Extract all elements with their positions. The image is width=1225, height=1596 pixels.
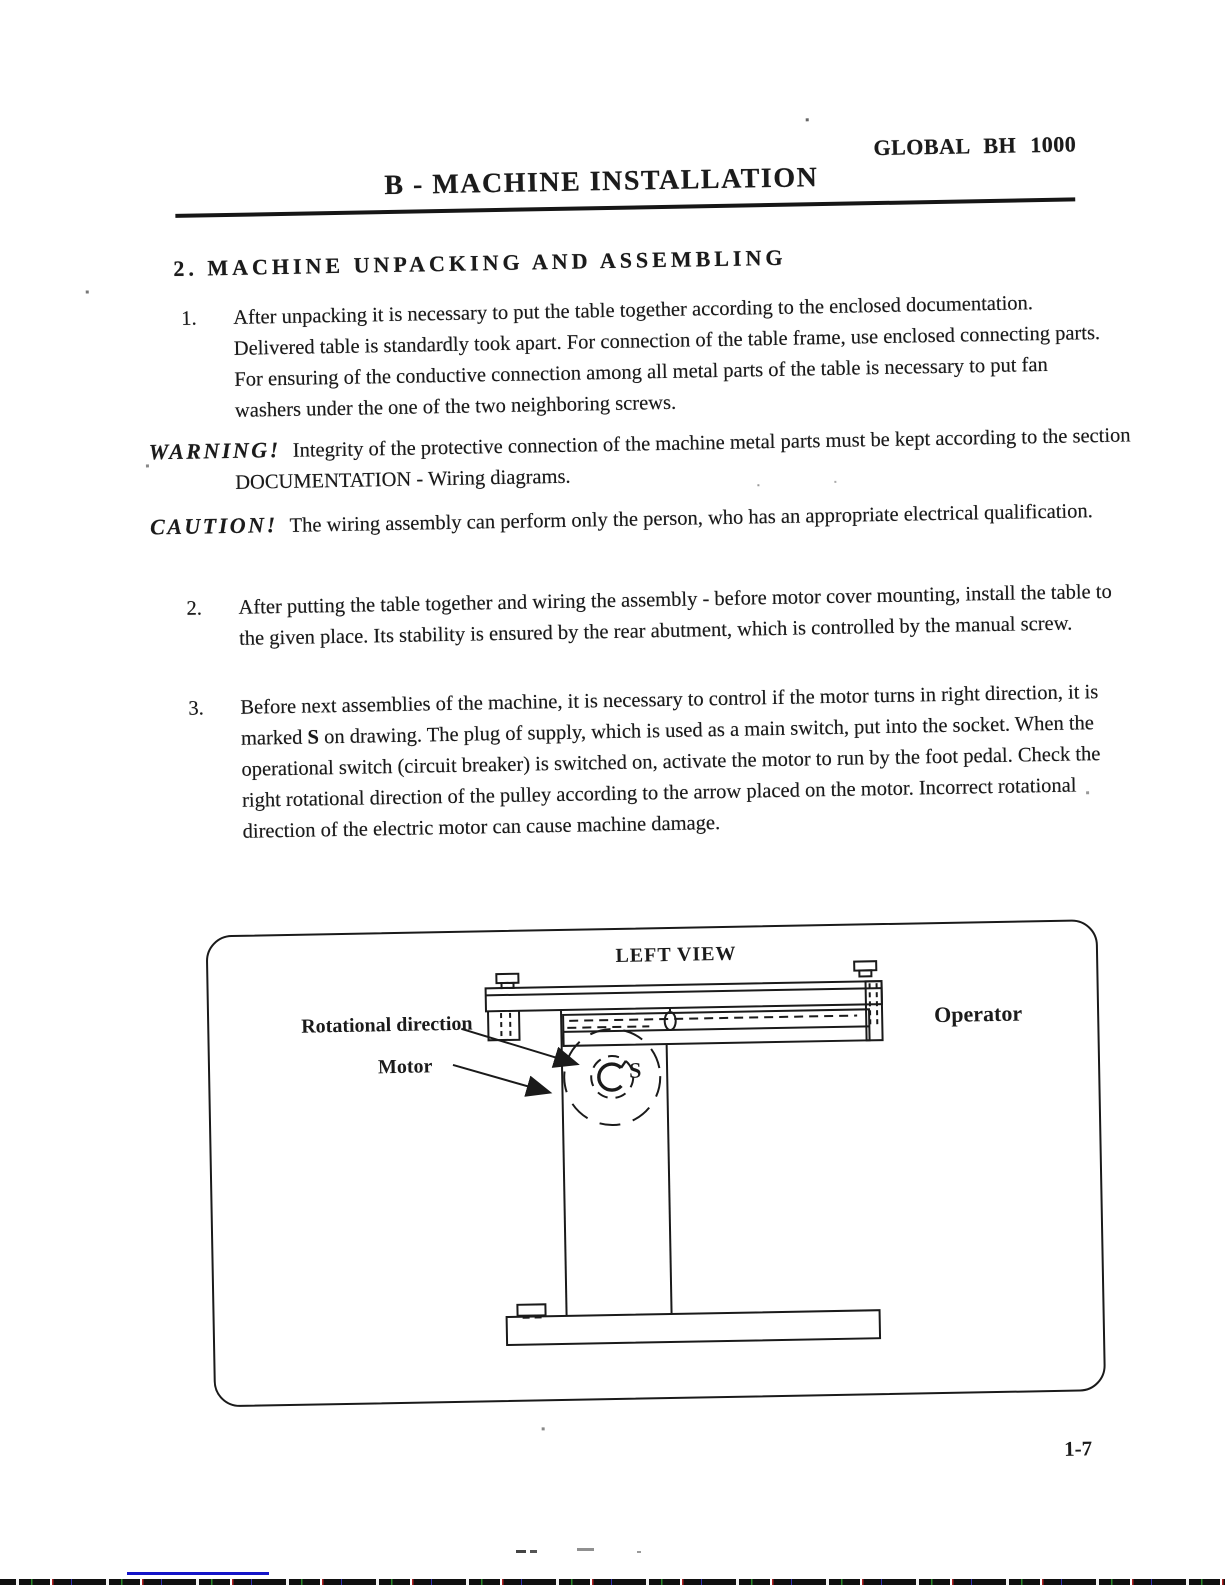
caution-note	[150, 493, 1154, 544]
scan-mark	[577, 1548, 594, 1551]
scan-speck	[146, 464, 149, 467]
paragraph-text-segment: on drawing. The plug of supply, which is used as a main switch, put into the socket. When the operational switch (circuit breaker) is switched on, activate the motor to run by the foot pedal. Check the right rotational direction of the pulley according to the arrow placed on the motor. Incorrect rotational direction of the electric motor can cause machine damage.	[241, 712, 1100, 843]
paragraph-1	[181, 287, 1119, 428]
s-mark-inline: S	[307, 726, 319, 748]
left-bolt-shape	[496, 974, 518, 983]
caution-label: CAUTION!	[150, 512, 278, 539]
scan-mark	[516, 1550, 526, 1553]
footer-blue-line	[127, 1572, 269, 1575]
section-heading: 2. MACHINE UNPACKING AND ASSEMBLING	[173, 245, 787, 282]
label-operator: Operator	[934, 1001, 1022, 1029]
scan-speck	[542, 1427, 545, 1430]
motor-s-mark: S	[629, 1058, 642, 1084]
shaft-symbol	[665, 1012, 676, 1030]
motor-circle	[563, 1028, 661, 1126]
leader-arrow-motor	[453, 1063, 549, 1094]
scan-edge-artifact	[0, 1579, 1225, 1585]
page-number: 1-7	[1064, 1436, 1092, 1462]
label-rotational-direction: Rotational direction	[301, 1013, 473, 1039]
paragraph-text	[240, 681, 1100, 843]
scan-speck	[806, 118, 809, 121]
table-top-shape	[486, 981, 882, 1011]
base-plate-shape	[507, 1310, 880, 1345]
paragraph-text: After putting the table together and wiring the assembly - before motor cover mounting, install the table to the given place. Its stability is ensured by the rear abutment, which is controlled by the manual screw.	[238, 581, 1112, 650]
machine-drawing	[208, 921, 1104, 1405]
figure-box	[206, 919, 1106, 1407]
scan-speck	[86, 291, 89, 294]
scan-speck	[757, 484, 759, 486]
list-number: 2.	[186, 593, 202, 624]
paragraph-text-segment: Before next assemblies of the machine, it is necessary to control if the motor turns in right direction, it is marked	[240, 681, 1098, 750]
rotation-arc	[599, 1064, 622, 1090]
brand-text: GLOBAL BH 1000	[873, 131, 1076, 161]
scan-speck	[834, 481, 836, 483]
scan-mark	[530, 1550, 537, 1553]
foot-screw-shape	[517, 1304, 545, 1316]
figure-title: LEFT VIEW	[232, 936, 1120, 975]
list-number: 3.	[188, 693, 204, 724]
paragraph-2	[186, 577, 1123, 656]
paragraph-3	[188, 677, 1127, 849]
label-motor: Motor	[378, 1055, 433, 1079]
warning-text: Integrity of the protective connection of the machine metal parts must be kept according to the section DOCUMENTATION - Wiring diagrams.	[235, 424, 1131, 493]
warning-label: WARNING!	[148, 437, 280, 464]
paragraph-text: After unpacking it is necessary to put the table together according to the enclosed documentation. Delivered table is standardly took apart. For connection of the table frame, use enclosed connecting parts. For ensuring of the conductive connection among all metal parts of the table is necessary to put fan washers under the one of the two neighboring screws.	[233, 292, 1100, 422]
column-shape	[561, 1011, 567, 1316]
scan-speck	[1086, 791, 1089, 794]
caution-text: The wiring assembly can perform only the person, who has an appropriate electrical qualification.	[289, 500, 1092, 537]
list-number: 1.	[181, 304, 197, 335]
scan-mark	[637, 1551, 641, 1553]
warning-note	[148, 418, 1153, 500]
page-title: B - MACHINE INSTALLATION	[0, 155, 1214, 209]
